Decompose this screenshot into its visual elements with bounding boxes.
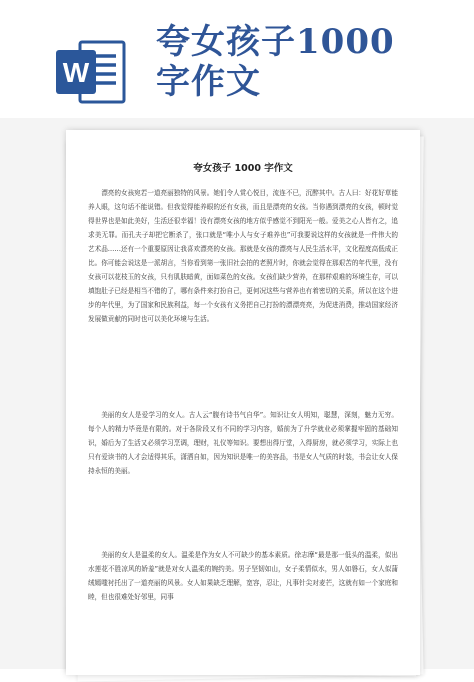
cover-title-line-2: 字作文 [156, 62, 261, 102]
word-document-icon [54, 38, 128, 106]
cover-title-line-1: 夸女孩子1000 [156, 22, 395, 62]
paragraph-1: 漂亮的女孩宛若一道亮丽独特的风景。她们令人赏心悦目，流连不已，沉醉其中。古人曰：好花好草能养人眼，这句话不能说错。但我觉得能养眼的还有女孩，而且是漂亮的女孩。当你遇到漂亮的女孩，顿时觉得世界也是如此美好，生活还很幸福！没有漂亮女孩的地方似乎感觉不到阳光一般。爱美之心人皆有之，追求美无罪。而孔夫子却把它断杀了，张口就是“唯小人与女子难养也”可我要说这样的女孩就是一件伟大的艺术品……还有一个重要原因让我喜欢漂亮的女孩。那就是女孩的漂亮与人民生活水平，文化程度高低成正比。你可能会说这是一派胡言，当你看到第一张旧社会拍的老照片时，你就会觉得在那艰苦的年代里，没有女孩可以花枝玉的女孩，只有肌肤暗黄，面如菜色的女孩。女孩们缺少营养，在那样艰难的环境生存，可以填饱肚子已经是相当不错的了，哪有条件来打扮自己，更何况这些与营养也有着密切的关系，所以在这个进步的年代里，为了国家和民族利益，每一个女孩有义务把自己打扮的漂漂亮亮，为促进消费，推动国家经济发展做贡献的同时也可以美化环境与生活。 [88, 189, 398, 323]
document-preview [0, 118, 474, 669]
cover-header [0, 0, 474, 118]
paragraph-2: 美丽的女人是爱学习的女人。古人云“腹有诗书气自华”。知识让女人明知，聪慧，深刻，魅力无穷。每个人的精力毕竟是有限的。对于各阶段又有不同的学习内容，婚前为了升学就业必须掌握牢固的基础知识，婚后为了生活又必须学习烹调，理财，礼仪等知识。要想出得厅堂，入得厨房，就必须学习，实际上也只有爱读书的人才会适得其乐，潇洒自如，因为知识是唯一的美容品，书是女人气质的时装，书会让女人保持永恒的美丽。 [88, 411, 398, 475]
word-badge-letter: W [62, 57, 90, 88]
document-page [66, 130, 420, 675]
paragraph-3: 美丽的女人是温柔的女人。温柔是作为女人不可缺少的基本素质。徐志摩“最是那一低头的温柔，似出水莲花不胜凉风的娇羞”就是对女人温柔的婉约美。男子坚韧如山，女子柔情似水，男人如磐石，女人似蒲绒嫣嗤衬托出了一道亮丽的风景。女人如果缺乏理解，宽容，忍让，凡事针尖对麦芒，这就有如一个家庭和睦，但也很难处好邻里，同事 [88, 551, 398, 601]
document-title: 夸女孩子 1000 字作文 [193, 163, 293, 174]
